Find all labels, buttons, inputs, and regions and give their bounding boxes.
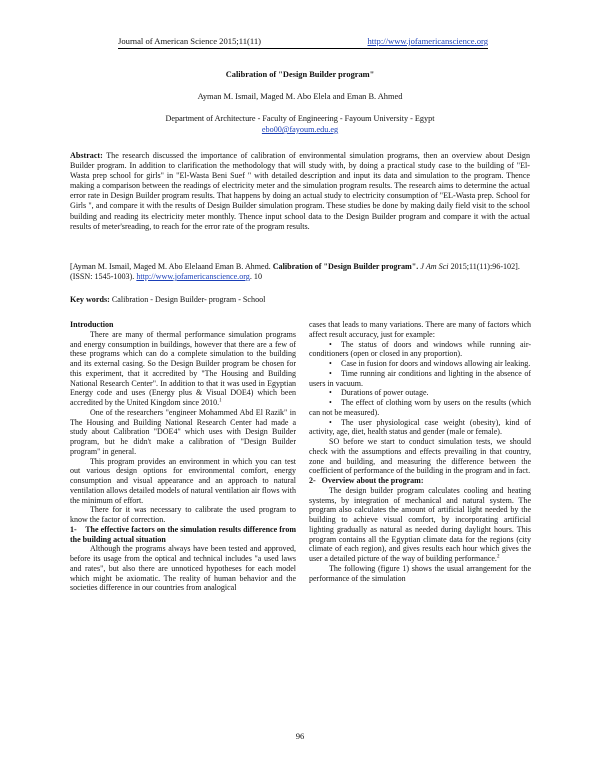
paragraph: One of the researchers "engineer Mohammed Abd El Razik" in The Housing and Building National Research Center had made a study about Calibration "DOE4" which uses with Design Builder program, but he didn't make a calibration of "Design Builder program" in general. — [70, 407, 296, 456]
abstract-label: Abstract: — [70, 151, 103, 160]
paragraph: cases that leads to many variations. There are many of factors which affect result accuracy, just for example: — [309, 320, 531, 339]
paragraph: There for it was necessary to calibrate the used program to know the factor of correction. — [70, 505, 296, 524]
paragraph: The design builder program calculates cooling and heating systems, by integration of mechanical and natural system. The program also calculates the amount of artificial light needed by the building to achieve visual comfort, by incorporating artificial lighting gradually as natural as needed during daylight hours. This program contains all the Egyptian climate data for the regions (city climate of each region), and gives results each hour which gives the user a detailed picture of the way of building performance.$^2$ — [309, 485, 531, 563]
paragraph: There are many of thermal performance simulation programs and energy consumption in buildings, however that there are a few of these programs which can do a complete simulation to the building and its external casing. So the Design Builder program be chosen for this experiment, that it accredited by "The Housing and Building National Research Center". In addition to that it was used in Egyptian Energy code and uses (Energy plus & Visual DOE4) which been accredited by the United Kingdom since 2010.$^1$ — [70, 329, 296, 407]
page-number: 96 — [295, 731, 305, 741]
running-header — [118, 36, 488, 49]
abstract — [70, 151, 530, 232]
footnote-ref: 2 — [496, 554, 500, 560]
section-heading-introduction: Introduction — [70, 320, 114, 329]
citation-authors: [Ayman M. Ismail, Maged M. Abo Elelaand Eman B. Ahmed. — [70, 262, 271, 271]
paper-title: Calibration of "Design Builder program" — [225, 70, 375, 79]
list-item: • The status of doors and windows while running air-conditioners (open or closed in any proportion). — [309, 340, 531, 360]
left-column — [70, 320, 296, 593]
right-column — [309, 320, 531, 583]
list-item: • Time running air conditions and lighting in the absence of users in vacuum. — [309, 369, 531, 389]
paragraph: Although the programs always have been tested and approved, before its usage from the optical and technical includes "a used laws and rates", but also there are unnoticed hypotheses for each model which might be axiomatic. The reality of human behavior and the societies difference in our countries from analogical — [70, 544, 296, 593]
list-item: • The effect of clothing worn by users on the results (which can not be measured). — [309, 398, 531, 418]
keywords — [70, 295, 530, 304]
citation — [70, 262, 530, 282]
section-heading-1: 1- The effective factors on the simulation results difference from the building actual situation — [70, 524, 296, 544]
paragraph: This program provides an environment in which you can test out various design options for environmental comfort, energy consumption and visual appearance and an approach to natural ventilation allows detailed models of natural ventilation air flows with the minimum of effort. — [70, 456, 296, 505]
affiliation: Department of Architecture - Faculty of Engineering - Fayoum University - Egypt — [165, 114, 435, 123]
citation-details: 2015;11(11):96-102]. (ISSN: 1545-1003). — [70, 262, 520, 282]
journal-url-link[interactable]: http://www.jofamericanscience.org — [367, 36, 488, 46]
section-heading-2: 2- Overview about the program: — [309, 476, 424, 485]
keywords-label: Key words: — [70, 295, 110, 304]
author-email[interactable] — [0, 125, 600, 134]
keywords-text: Calibration - Design Builder- program - School — [111, 295, 266, 304]
citation-journal: J Am Sci — [420, 262, 449, 271]
list-item: • Durations of power outage. — [309, 388, 531, 398]
journal-name: Journal of American Science 2015;11(11) — [118, 36, 262, 46]
email-link[interactable]: ebo00@fayoum.edu.eg — [261, 125, 339, 134]
citation-link[interactable]: http://www.jofamericanscience.org — [136, 272, 250, 282]
footnote-ref: 1 — [219, 398, 222, 404]
author-list: Ayman M. Ismail, Maged M. Abo Elela and Eman B. Ahmed — [197, 92, 403, 101]
abstract-text: The research discussed the importance of calibration of environmental simulation programs, then an overview about Design Builder program. In addition to clarification the methodology that will study with, by doing a practical study case to the building of "El- Wasta prep school for girls" in "El-Wasta Beni Suef " with detailed description and input its data and simulation to the program. Thence making a comparison between the readings of electricity meter and the simulation program results. The research aims to determine the actual error rate in Design Builder program results. That happens by doing an actual study to electricity consumption of "EL-Wasta prep. School for Girls ", and compare it with the results of Design Builder simulation program. These studies be done by making daily field visit to the school building and reading its electricity meter monthly. Thence input school data to the Design Builder program and compare it with the actual results of meter'sreading, to reach for the error rate of the program results. — [70, 151, 530, 231]
citation-title: Calibration of "Design Builder program". — [272, 262, 419, 271]
list-item: • Case in fusion for doors and windows allowing air leaking. — [309, 359, 531, 369]
citation-suffix: . 10 — [249, 272, 262, 282]
paragraph: SO before we start to conduct simulation tests, we should check with the assumptions and effects prevailing in that country, zone and building, and measuring the difference between the coefficient of performance of the building in the program and in fact. — [309, 437, 531, 476]
paragraph: The following (figure 1) shows the usual arrangement for the performance of the simulation — [309, 563, 531, 583]
list-item: • The user physiological case weight (obesity), kind of activity, age, diet, health status and gender (male or female). — [309, 418, 531, 438]
